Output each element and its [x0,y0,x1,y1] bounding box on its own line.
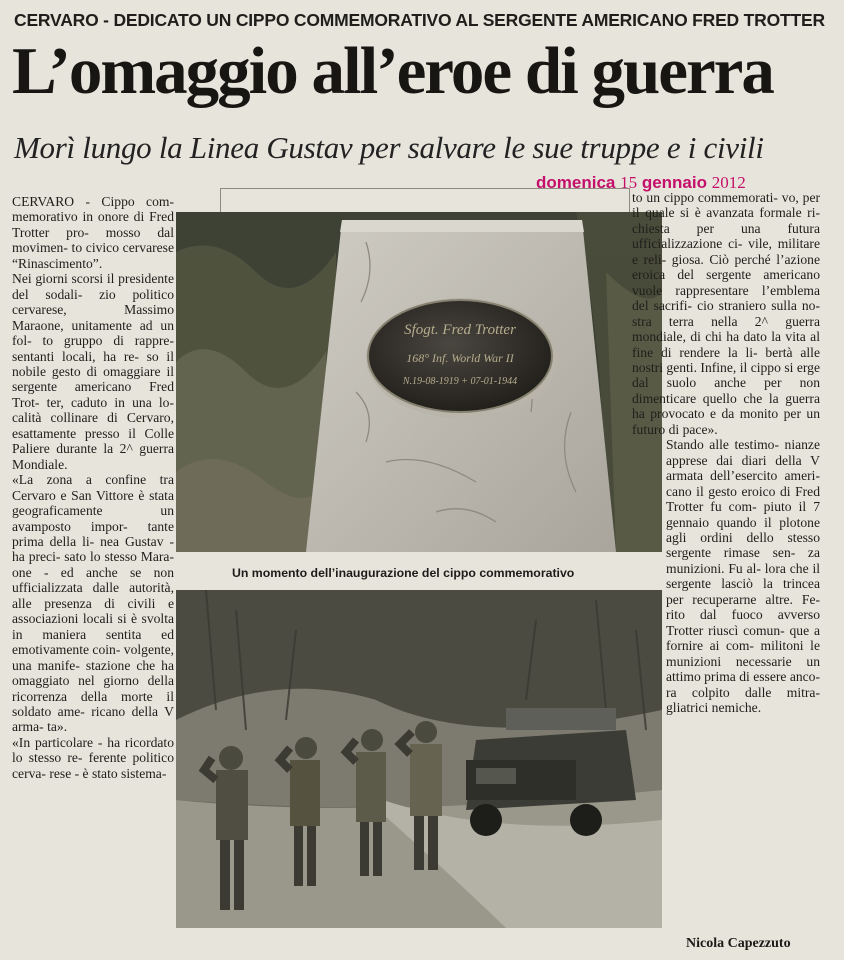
subhead: Morì lungo la Linea Gustav per salvare le sue truppe e i civili [14,130,764,165]
article-column-left [12,194,174,781]
headline: L’omaggio all’eroe di guerra [12,34,773,108]
paragraph: «In particolare - ha ricordato lo stesso re- ferente politico cerva- rese - è stato sistema- [12,734,174,781]
paragraph: CERVARO - Cippo com- memorativo in onore di Fred Trotter pro- mosso dal movimen- to civico cervarese “Rinascimento”. [12,194,174,271]
ceremony-photo [176,590,662,928]
date-year: 2012 [711,173,746,192]
paragraph: to un cippo commemorati- vo, per il quale si è avanzata formale ri- chiesta per una futura ufficializzazione ci- vile, militare e reli- giosa. Ciò perché l’azione eroica del sergente americano vuole rappresentare l’emblema del sacrifi- cio straniero sulla no- stra terra nella 2^ guerra mondiale, di chi ha dato la vita al fine di rendere la li- bertà alle nostri genti. Infine, il cippo si erge dal suolo anche per non dimenticare quello che la guerra ha provocato e da monito per un futuro di pace». [632,190,820,437]
plaque-line-2: 168° Inf. World War II [406,351,514,365]
plaque-line-1: Sfogt. Fred Trotter [404,322,516,338]
kicker: CERVARO - DEDICATO UN CIPPO COMMEMORATIVO AL SERGENTE AMERICANO FRED TROTTER [14,10,825,30]
photo-caption: Un momento dell’inaugurazione del cippo commemorativo [232,566,575,580]
paragraph: «La zona a confine tra Cervaro e San Vittore è stata geograficamente un avamposto impor- tante prima della li- nea Gustav - ha preci- sato lo stesso Mara- one - ed anche se non ufficializzata dalle autorità, alle presenza di civili e associazioni locali si è svolta in maniera sentita ed emotivamente coin- volgente, una manife- stazione che ha omaggiato nel giorno della ricorrenza della morte il soldato ame- ricano della V arma- ta». [12,472,174,735]
date-day: domenica [536,173,616,192]
paragraph: Stando alle testimo- nianze apprese dai diari della V armata dell’esercito ameri- cano il gesto eroico di Fred Trotter fu com- piuto il 7 gennaio quando il plotone agli ordini dello stesso sergente rimase sen- za munizioni. Fu al- lora che il sergente lasciò la trincea per recuperarne altre. Fe- rito dal fuoco avverso Trotter riuscì comun- que a fornire ai com- militoni le munizioni necessarie un attimo prima di essere anco- ra colpito dalle mitra- gliatrici nemiche. [666,437,821,715]
plaque-line-3: N.19-08-1919 + 07-01-1944 [402,376,518,387]
memorial-stone-photo [176,212,662,552]
byline: Nicola Capezzuto [686,936,791,951]
date-month: gennaio [641,173,707,192]
date-daynum: 15 [620,173,638,192]
article-column-right [632,190,820,715]
paragraph: Nei giorni scorsi il presidente del sodali- zio politico cervarese, Massimo Maraone, unitamente ad un fol- to gruppo di rappre- sentanti locali, ha re- so il nobile gesto di omaggiare il sergente americano Fred Trot- ter, caduto in una lo- calità collinare di Cervaro, esattamente presso il Colle Paliere durante la 2^ guerra Mondiale. [12,271,174,472]
